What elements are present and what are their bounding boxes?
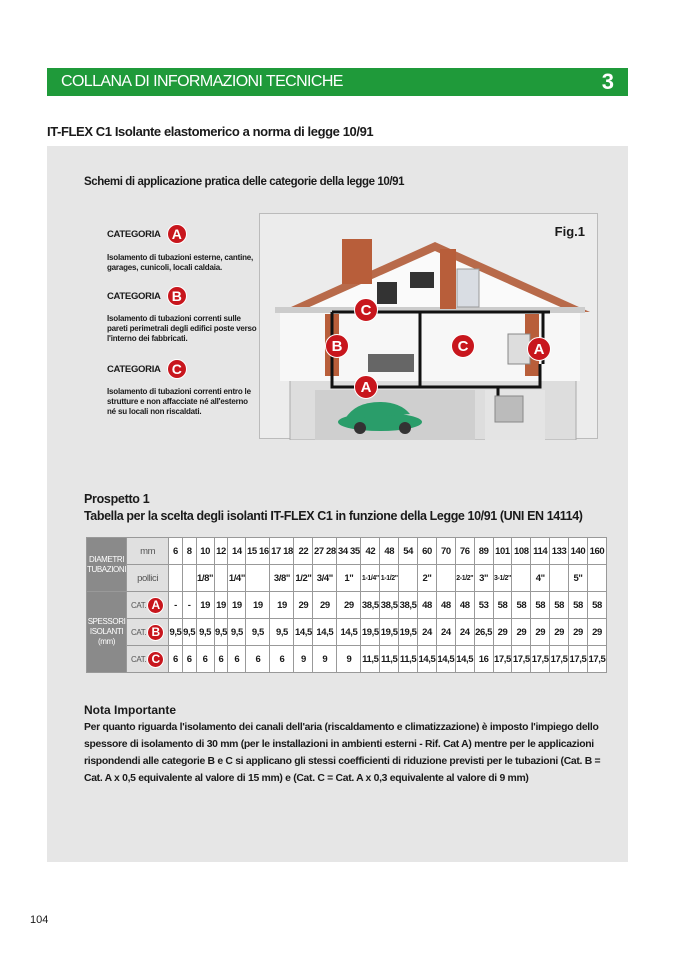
mm-cell: 89 xyxy=(474,538,493,565)
pollici-cell xyxy=(587,565,606,592)
badge-b: B xyxy=(167,286,187,306)
thickness-cell: 17,5 xyxy=(512,646,531,673)
table-row-mm xyxy=(87,538,607,565)
pollici-cell: 1/4" xyxy=(228,565,246,592)
thickness-cell: 38,5 xyxy=(361,592,380,619)
pollici-cell xyxy=(512,565,531,592)
thickness-cell: 17,5 xyxy=(569,646,588,673)
figure-badge-a: A xyxy=(527,337,551,361)
mm-cell: 17 18 xyxy=(270,538,294,565)
thickness-cell: 19,5 xyxy=(399,619,418,646)
thickness-cell: 9 xyxy=(313,646,337,673)
cat-text: CAT. xyxy=(131,654,147,664)
thickness-cell: 48 xyxy=(418,592,437,619)
pollici-cell: 2-1/2" xyxy=(455,565,474,592)
thickness-cell: 48 xyxy=(455,592,474,619)
cat-label xyxy=(127,651,168,668)
thickness-cell: 19 xyxy=(228,592,246,619)
pollici-cell: 1/2" xyxy=(294,565,313,592)
thickness-cell: 9,5 xyxy=(196,619,214,646)
thickness-cell: 16 xyxy=(474,646,493,673)
legend-category-a xyxy=(107,224,187,244)
mm-cell: 14 xyxy=(228,538,246,565)
thickness-cell: 24 xyxy=(436,619,455,646)
thickness-cell: 26,5 xyxy=(474,619,493,646)
insulation-table xyxy=(86,537,607,673)
page-number: 104 xyxy=(30,914,49,926)
figure-badge-a: A xyxy=(354,375,378,399)
mm-cell: 10 xyxy=(196,538,214,565)
cat-cell xyxy=(127,619,169,646)
mm-cell: 70 xyxy=(436,538,455,565)
thickness-cell: 19 xyxy=(196,592,214,619)
thickness-cell: 6 xyxy=(270,646,294,673)
thickness-cell: 19 xyxy=(214,592,228,619)
pollici-cell: 3/4" xyxy=(313,565,337,592)
category-label: CATEGORIA xyxy=(107,363,161,375)
thickness-cell: 38,5 xyxy=(399,592,418,619)
pollici-cell: 4" xyxy=(531,565,550,592)
thickness-cell: 29 xyxy=(569,619,588,646)
house-figure xyxy=(259,213,598,439)
group-label: DIAMETRI TUBAZIONI xyxy=(87,538,127,592)
thickness-cell: 6 xyxy=(246,646,270,673)
cat-label xyxy=(127,624,168,641)
mm-cell: 42 xyxy=(361,538,380,565)
pollici-cell: 1" xyxy=(337,565,361,592)
thickness-cell: 14,5 xyxy=(294,619,313,646)
mm-cell: 27 28 xyxy=(313,538,337,565)
thickness-cell: 24 xyxy=(455,619,474,646)
mm-cell: 6 xyxy=(169,538,183,565)
thickness-cell: 9,5 xyxy=(169,619,183,646)
legend-text-b: Isolamento di tubazioni correnti sulle pareti perimetrali degli edifici poste verso l'interno dei fabbricati. xyxy=(107,314,257,343)
pollici-cell: 1-1/2" xyxy=(380,565,399,592)
thickness-cell: 24 xyxy=(418,619,437,646)
mm-cell: 34 35 xyxy=(337,538,361,565)
legend-text-a: Isolamento di tubazioni esterne, cantine, garages, cunicoli, locali caldaia. xyxy=(107,253,254,272)
pollici-cell xyxy=(169,565,183,592)
thickness-cell: 58 xyxy=(587,592,606,619)
thickness-cell: 29 xyxy=(512,619,531,646)
mm-cell: 15 16 xyxy=(246,538,270,565)
cat-cell xyxy=(127,646,169,673)
thickness-cell: 11,5 xyxy=(399,646,418,673)
thickness-cell: 58 xyxy=(531,592,550,619)
badge-c: C xyxy=(167,359,187,379)
cat-label xyxy=(127,597,168,614)
category-label: CATEGORIA xyxy=(107,290,161,302)
schemi-title: Schemi di applicazione pratica delle categorie della legge 10/91 xyxy=(84,176,405,188)
category-label: CATEGORIA xyxy=(107,228,161,240)
thickness-cell: 11,5 xyxy=(361,646,380,673)
thickness-cell: 29 xyxy=(550,619,569,646)
thickness-cell: 19,5 xyxy=(380,619,399,646)
mm-cell: 8 xyxy=(182,538,196,565)
thickness-cell: - xyxy=(182,592,196,619)
figure-badge-c: C xyxy=(354,298,378,322)
thickness-cell: 29 xyxy=(531,619,550,646)
badge-c: C xyxy=(147,651,164,668)
prospetto-subtitle: Tabella per la scelta degli isolanti IT-FLEX C1 in funzione della Legge 10/91 (UNI EN 14114) xyxy=(84,509,583,523)
thickness-cell: 17,5 xyxy=(531,646,550,673)
group-label: SPESSORI ISOLANTI (mm) xyxy=(87,592,127,673)
thickness-cell: 9,5 xyxy=(228,619,246,646)
thickness-cell: 48 xyxy=(436,592,455,619)
pollici-cell xyxy=(182,565,196,592)
mm-cell: 48 xyxy=(380,538,399,565)
nota-title: Nota Importante xyxy=(84,703,177,717)
thickness-cell: 38,5 xyxy=(380,592,399,619)
table-row-pollici xyxy=(87,565,607,592)
section-header xyxy=(47,68,628,96)
cat-cell xyxy=(127,592,169,619)
figure-badge-c: C xyxy=(451,334,475,358)
thickness-cell: 29 xyxy=(493,619,512,646)
legend-text-c: Isolamento di tubazioni correnti entro le strutture e non affacciate né all'esterno né su locali non riscaldati. xyxy=(107,387,251,416)
thickness-cell: 14,5 xyxy=(337,619,361,646)
table-row-cat-c xyxy=(87,646,607,673)
mm-cell: 108 xyxy=(512,538,531,565)
legend-category-b xyxy=(107,286,187,306)
mm-cell: 76 xyxy=(455,538,474,565)
mm-cell: 114 xyxy=(531,538,550,565)
pollici-cell: 1-1/4" xyxy=(361,565,380,592)
thickness-cell: 9,5 xyxy=(270,619,294,646)
badge-b: B xyxy=(147,624,164,641)
header-title: COLLANA DI INFORMAZIONI TECNICHE xyxy=(61,73,343,90)
pollici-cell: 3/8" xyxy=(270,565,294,592)
thickness-cell: 9 xyxy=(337,646,361,673)
thickness-cell: 6 xyxy=(196,646,214,673)
mm-cell: 54 xyxy=(399,538,418,565)
prospetto-title: Prospetto 1 xyxy=(84,492,150,506)
thickness-cell: 14,5 xyxy=(436,646,455,673)
thickness-cell: 53 xyxy=(474,592,493,619)
pollici-cell: 3" xyxy=(474,565,493,592)
thickness-cell: 14,5 xyxy=(455,646,474,673)
thickness-cell: 58 xyxy=(569,592,588,619)
pollici-cell xyxy=(550,565,569,592)
thickness-cell: 19,5 xyxy=(361,619,380,646)
thickness-cell: 19 xyxy=(246,592,270,619)
thickness-cell: 58 xyxy=(493,592,512,619)
mm-cell: 101 xyxy=(493,538,512,565)
mm-cell: 60 xyxy=(418,538,437,565)
mm-cell: 140 xyxy=(569,538,588,565)
thickness-cell: 17,5 xyxy=(550,646,569,673)
thickness-cell: 17,5 xyxy=(587,646,606,673)
pollici-cell: 3-1/2" xyxy=(493,565,512,592)
cat-text: CAT. xyxy=(131,600,147,610)
badge-a: A xyxy=(167,224,187,244)
pollici-cell xyxy=(214,565,228,592)
thickness-cell: 29 xyxy=(337,592,361,619)
mm-cell: 12 xyxy=(214,538,228,565)
thickness-cell: 14,5 xyxy=(418,646,437,673)
nota-text: Per quanto riguarda l'isolamento dei canali dell'aria (riscaldamento e climatizzazione) è imposto l'impiego dello spessore di isolamento di 30 mm (per le installazioni in ambienti esterni - Rif. Cat A) mentre per le applicazioni rispondendi alle categorie B e C si applicano gli stessi coefficienti di riduzione previsti per le tubazioni (Cat. B = Cat. A x 0,5 equivalente al valore di 15 mm) e (Cat. C = Cat. A x 0,3 equivalente al valore di 9 mm) xyxy=(84,722,601,784)
pollici-cell xyxy=(246,565,270,592)
thickness-cell: 19 xyxy=(270,592,294,619)
pollici-cell: 1/8" xyxy=(196,565,214,592)
legend-category-c xyxy=(107,359,187,379)
cat-text: CAT. xyxy=(131,627,147,637)
thickness-cell: 58 xyxy=(512,592,531,619)
thickness-cell: 6 xyxy=(169,646,183,673)
house-illustration xyxy=(260,214,599,440)
thickness-cell: 6 xyxy=(214,646,228,673)
unit-label: pollici xyxy=(127,565,169,592)
badge-a: A xyxy=(147,597,164,614)
chapter-number: 3 xyxy=(601,69,614,94)
thickness-cell: 29 xyxy=(587,619,606,646)
pollici-cell: 5" xyxy=(569,565,588,592)
figure-badge-b: B xyxy=(325,334,349,358)
thickness-cell: 11,5 xyxy=(380,646,399,673)
mm-cell: 133 xyxy=(550,538,569,565)
thickness-cell: 6 xyxy=(228,646,246,673)
thickness-cell: 17,5 xyxy=(493,646,512,673)
table-row-cat-b xyxy=(87,619,607,646)
pollici-cell xyxy=(436,565,455,592)
mm-cell: 22 xyxy=(294,538,313,565)
pollici-cell xyxy=(399,565,418,592)
unit-label: mm xyxy=(127,538,169,565)
thickness-cell: 29 xyxy=(313,592,337,619)
thickness-cell: 9,5 xyxy=(182,619,196,646)
thickness-cell: 58 xyxy=(550,592,569,619)
table-row-cat-a xyxy=(87,592,607,619)
mm-cell: 160 xyxy=(587,538,606,565)
thickness-cell: 9,5 xyxy=(246,619,270,646)
thickness-cell: - xyxy=(169,592,183,619)
thickness-cell: 9,5 xyxy=(214,619,228,646)
page-subtitle: IT-FLEX C1 Isolante elastomerico a norma di legge 10/91 xyxy=(47,124,374,139)
thickness-cell: 6 xyxy=(182,646,196,673)
thickness-cell: 14,5 xyxy=(313,619,337,646)
thickness-cell: 9 xyxy=(294,646,313,673)
pollici-cell: 2" xyxy=(418,565,437,592)
thickness-cell: 29 xyxy=(294,592,313,619)
figure-label: Fig.1 xyxy=(554,224,585,239)
